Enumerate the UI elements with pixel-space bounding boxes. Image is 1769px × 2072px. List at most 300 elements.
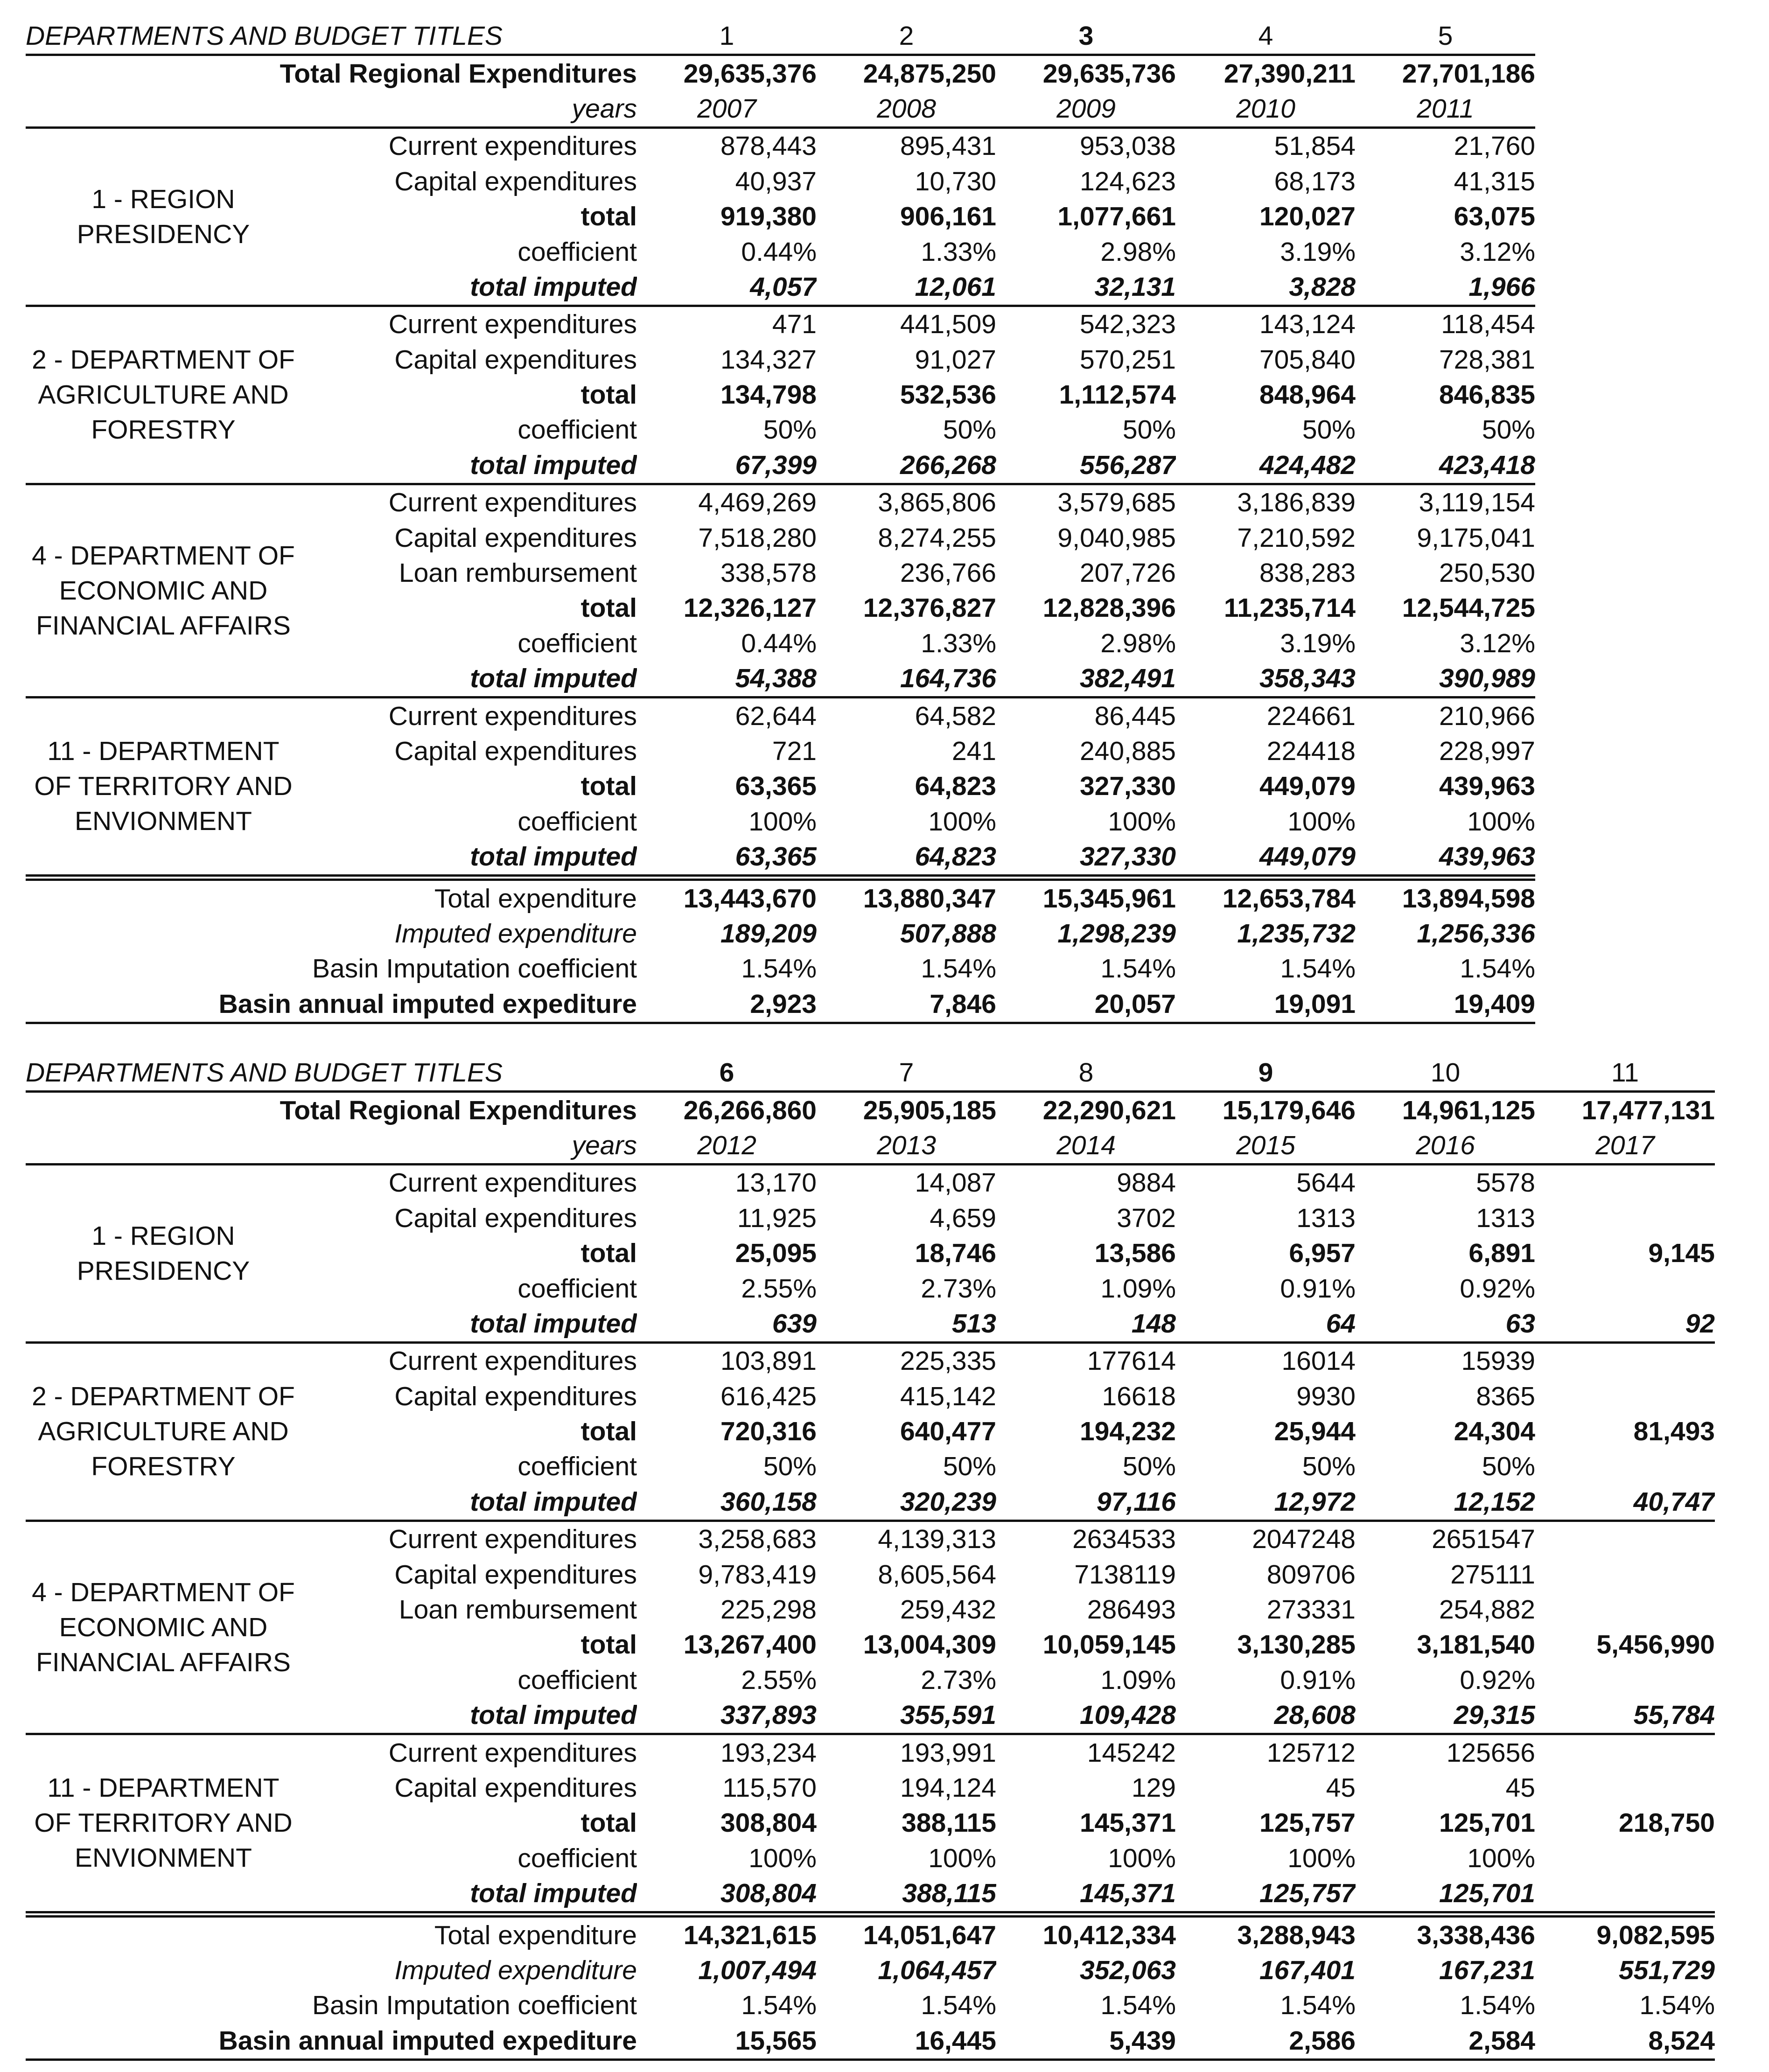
summary-value: 16,445 — [817, 2023, 996, 2060]
row-value: 838,283 — [1259, 558, 1356, 588]
row-value: 64 — [1326, 1308, 1356, 1339]
summary-value: 1.54% — [1460, 954, 1535, 984]
row-value: 63,365 — [735, 842, 817, 872]
department-row — [26, 1734, 1715, 1771]
row-label: total imputed — [470, 1308, 637, 1339]
row-value: 92 — [1685, 1308, 1715, 1339]
row-value: 125712 — [1176, 1734, 1356, 1771]
row-value: 2.55% — [741, 1273, 817, 1304]
summary-label: Basin annual imputed expediture — [26, 2023, 637, 2060]
row-value: 3,186,839 — [1176, 484, 1356, 521]
row-value: 327,330 — [1079, 771, 1176, 802]
row-value — [1535, 1557, 1715, 1592]
row-value: 210,966 — [1356, 698, 1535, 734]
department-name: 4 - DEPARTMENT OF ECONOMIC AND FINANCIAL AFFAIRS — [26, 484, 301, 698]
row-label: total imputed — [470, 1700, 637, 1730]
total-regional-value: 29,635,376 — [637, 55, 817, 91]
row-value: 241 — [951, 736, 996, 766]
row-value: 50% — [763, 1451, 817, 1482]
summary-label: Imputed expenditure — [394, 1955, 637, 1985]
row-value: 1313 — [1476, 1203, 1535, 1233]
row-value: 91,027 — [915, 344, 996, 375]
summary-row — [26, 1953, 1715, 1988]
department-name: 1 - REGION PRESIDENCY — [26, 128, 301, 306]
row-value: 705,840 — [1259, 344, 1356, 375]
row-value: 120,027 — [1259, 202, 1356, 232]
row-label: coefficient — [517, 1843, 637, 1873]
row-value: 100% — [928, 1843, 996, 1873]
row-value: 449,079 — [1259, 842, 1356, 872]
row-value: 906,161 — [900, 202, 996, 232]
summary-label: Basin annual imputed expediture — [26, 987, 637, 1023]
row-label: Capital expenditures — [394, 1773, 637, 1803]
row-value: 12,061 — [915, 272, 996, 302]
total-regional-label: Total Regional Expenditures — [26, 55, 637, 91]
row-value: 64,823 — [915, 771, 996, 802]
row-value: 2.73% — [921, 1665, 996, 1695]
department-row — [26, 698, 1535, 734]
row-value: 846,835 — [1439, 380, 1535, 410]
row-value: 3.12% — [1460, 237, 1535, 267]
summary-value: 13,880,347 — [817, 878, 996, 916]
row-value: 45 — [1326, 1773, 1356, 1803]
column-number: 10 — [1356, 1055, 1535, 1092]
years-row — [26, 1128, 1715, 1165]
row-value: 50% — [943, 1451, 996, 1482]
summary-value: 2,923 — [637, 987, 817, 1023]
row-value: 50% — [1302, 415, 1356, 445]
row-value: 13,170 — [637, 1165, 817, 1201]
row-label: total imputed — [470, 272, 637, 302]
summary-value: 189,209 — [720, 918, 817, 949]
row-value: 4,469,269 — [637, 484, 817, 521]
total-regional-value: 25,905,185 — [817, 1092, 996, 1128]
summary-value: 15,345,961 — [996, 878, 1176, 916]
row-value: 360,158 — [720, 1486, 817, 1517]
row-label: coefficient — [517, 806, 637, 837]
department-row — [26, 128, 1535, 164]
row-value: 32,131 — [1094, 272, 1176, 302]
row-label: total — [580, 593, 637, 623]
row-value: 236,766 — [900, 558, 996, 588]
row-value: 382,491 — [1079, 663, 1176, 694]
row-value: 103,891 — [637, 1343, 817, 1379]
row-value: 308,804 — [720, 1808, 817, 1838]
row-label: coefficient — [517, 1451, 637, 1482]
column-number: 8 — [996, 1055, 1176, 1092]
row-value: 878,443 — [637, 128, 817, 164]
summary-value: 3,288,943 — [1176, 1914, 1356, 1953]
row-value: 224418 — [1266, 736, 1356, 766]
row-value: 50% — [1482, 1451, 1535, 1482]
summary-row — [26, 987, 1535, 1023]
row-value: 720,316 — [720, 1416, 817, 1447]
row-value: 449,079 — [1259, 771, 1356, 802]
row-value: 86,445 — [996, 698, 1176, 734]
row-value: 193,234 — [637, 1734, 817, 1771]
total-regional-value: 26,266,860 — [637, 1092, 817, 1128]
total-regional-row — [26, 1092, 1715, 1128]
row-value: 0.92% — [1460, 1665, 1535, 1695]
budget-table-2007-2011 — [26, 19, 1535, 1024]
row-value: 64,823 — [915, 842, 996, 872]
department-name: 4 - DEPARTMENT OF ECONOMIC AND FINANCIAL AFFAIRS — [26, 1521, 301, 1734]
header-row — [26, 19, 1535, 55]
row-value: 228,997 — [1439, 736, 1535, 766]
row-value: 100% — [1287, 1843, 1356, 1873]
row-value: 6,957 — [1289, 1238, 1356, 1269]
row-value: 2651547 — [1356, 1521, 1535, 1557]
row-label: Current expenditures — [301, 1343, 637, 1379]
row-value: 7,210,592 — [1237, 523, 1356, 553]
total-regional-label: Total Regional Expenditures — [26, 1092, 637, 1128]
row-value: 45 — [1505, 1773, 1535, 1803]
row-value: 338,578 — [720, 558, 817, 588]
row-label: total imputed — [470, 842, 637, 872]
summary-value: 8,524 — [1535, 2023, 1715, 2060]
row-value: 259,432 — [900, 1595, 996, 1625]
summary-value: 3,338,436 — [1356, 1914, 1535, 1953]
row-value: 25,944 — [1274, 1416, 1356, 1447]
row-value: 12,326,127 — [683, 593, 817, 623]
year-value: 2008 — [877, 93, 936, 124]
row-value: 51,854 — [1176, 128, 1356, 164]
row-label: coefficient — [517, 1665, 637, 1695]
total-regional-value: 14,961,125 — [1356, 1092, 1535, 1128]
row-value: 125,701 — [1439, 1878, 1535, 1909]
summary-value: 1,235,732 — [1237, 918, 1356, 949]
summary-value: 352,063 — [1079, 1955, 1176, 1985]
row-value: 3702 — [1117, 1203, 1176, 1233]
row-value: 266,268 — [900, 450, 996, 480]
row-value: 275111 — [1450, 1559, 1535, 1590]
department-row — [26, 1165, 1715, 1201]
row-value: 1.09% — [1100, 1273, 1176, 1304]
row-value: 7138119 — [1074, 1559, 1176, 1590]
row-value — [1535, 1449, 1715, 1484]
row-value: 100% — [1287, 806, 1356, 837]
row-value: 11,235,714 — [1224, 593, 1356, 623]
summary-value: 10,412,334 — [996, 1914, 1176, 1953]
row-value: 953,038 — [996, 128, 1176, 164]
row-value: 390,989 — [1439, 663, 1535, 694]
row-value: 193,991 — [817, 1734, 996, 1771]
row-value: 3.19% — [1280, 237, 1356, 267]
row-value: 3,130,285 — [1237, 1630, 1356, 1660]
row-value: 218,750 — [1618, 1808, 1715, 1838]
year-value: 2017 — [1595, 1130, 1655, 1160]
year-value: 2013 — [877, 1130, 936, 1160]
row-label: Current expenditures — [301, 1521, 637, 1557]
row-value: 29,315 — [1454, 1700, 1535, 1730]
summary-value: 1.54% — [741, 1990, 817, 2021]
department-row — [26, 306, 1535, 342]
row-value: 415,142 — [900, 1381, 996, 1411]
row-value: 12,544,725 — [1402, 593, 1535, 623]
row-value: 3,828 — [1289, 272, 1356, 302]
row-value: 2.98% — [1100, 628, 1176, 658]
row-value: 542,323 — [996, 306, 1176, 342]
summary-value: 19,409 — [1356, 987, 1535, 1023]
summary-value: 1.54% — [1460, 1990, 1535, 2021]
row-label: total — [580, 1238, 637, 1269]
row-value: 7,518,280 — [698, 523, 817, 553]
summary-row — [26, 1988, 1715, 2023]
row-value: 115,570 — [722, 1773, 817, 1803]
summary-value: 5,439 — [996, 2023, 1176, 2060]
row-value: 64,582 — [817, 698, 996, 734]
row-value: 5578 — [1356, 1165, 1535, 1201]
row-value: 148 — [1131, 1308, 1176, 1339]
row-value: 225,298 — [720, 1595, 817, 1625]
total-regional-value: 27,390,211 — [1176, 55, 1356, 91]
row-value: 100% — [928, 806, 996, 837]
row-value — [1535, 1771, 1715, 1806]
total-regional-value: 22,290,621 — [996, 1092, 1176, 1128]
row-value: 1.33% — [921, 237, 996, 267]
row-value: 848,964 — [1259, 380, 1356, 410]
row-value: 327,330 — [1079, 842, 1176, 872]
row-value: 424,482 — [1259, 450, 1356, 480]
summary-row — [26, 1914, 1715, 1953]
row-label: coefficient — [517, 1273, 637, 1304]
column-number: 11 — [1611, 1058, 1639, 1088]
row-value: 2.98% — [1100, 237, 1176, 267]
summary-row — [26, 2023, 1715, 2060]
row-label: total — [580, 771, 637, 802]
row-value: 40,937 — [735, 166, 817, 196]
row-value: 100% — [1467, 1843, 1535, 1873]
row-value: 16618 — [1102, 1381, 1176, 1411]
row-value: 919,380 — [720, 202, 817, 232]
row-label: total imputed — [470, 450, 637, 480]
column-number: 7 — [817, 1055, 996, 1092]
row-value: 100% — [1108, 1843, 1176, 1873]
summary-value: 167,231 — [1439, 1955, 1535, 1985]
row-value: 355,591 — [900, 1700, 996, 1730]
row-value: 164,736 — [900, 663, 996, 694]
row-value: 97,116 — [1096, 1486, 1176, 1517]
row-value: 100% — [748, 1843, 817, 1873]
row-value: 68,173 — [1274, 166, 1356, 196]
row-value: 3,865,806 — [817, 484, 996, 521]
row-label: Capital expenditures — [394, 1559, 637, 1590]
summary-value: 2,584 — [1356, 2023, 1535, 2060]
row-value: 640,477 — [900, 1416, 996, 1447]
row-value: 8365 — [1476, 1381, 1535, 1411]
row-value: 0.92% — [1460, 1273, 1535, 1304]
department-name: 1 - REGION PRESIDENCY — [26, 1165, 301, 1343]
row-value: 67,399 — [735, 450, 817, 480]
row-value: 616,425 — [720, 1381, 817, 1411]
row-value: 1.33% — [921, 628, 996, 658]
summary-value: 1.54% — [1280, 1990, 1356, 2021]
row-value: 2047248 — [1176, 1521, 1356, 1557]
row-label: Current expenditures — [301, 128, 637, 164]
row-value: 40,747 — [1633, 1486, 1715, 1517]
row-value: 273331 — [1266, 1595, 1356, 1625]
row-value: 100% — [1467, 806, 1535, 837]
row-label: coefficient — [517, 628, 637, 658]
years-label: years — [572, 93, 637, 124]
row-value: 207,726 — [1079, 558, 1176, 588]
row-value: 225,335 — [817, 1343, 996, 1379]
row-label: total — [580, 1416, 637, 1447]
row-value: 13,004,309 — [863, 1630, 996, 1660]
row-value: 145,371 — [1079, 1878, 1176, 1909]
summary-value: 1,007,494 — [698, 1955, 817, 1985]
row-value: 0.91% — [1280, 1273, 1356, 1304]
row-value: 11,925 — [737, 1203, 817, 1233]
row-value — [1535, 1876, 1715, 1914]
row-value: 423,418 — [1439, 450, 1535, 480]
row-value: 3,258,683 — [637, 1521, 817, 1557]
row-label: Capital expenditures — [394, 1381, 637, 1411]
row-value: 4,139,313 — [817, 1521, 996, 1557]
row-label: Capital expenditures — [394, 523, 637, 553]
row-value: 50% — [1122, 1451, 1176, 1482]
total-regional-row — [26, 55, 1535, 91]
summary-value: 1,256,336 — [1417, 918, 1535, 949]
summary-value: 1,064,457 — [878, 1955, 996, 1985]
row-value: 50% — [763, 415, 817, 445]
row-value: 118,454 — [1356, 306, 1535, 342]
row-value: 16014 — [1176, 1343, 1356, 1379]
row-label: total — [580, 380, 637, 410]
row-value: 143,124 — [1176, 306, 1356, 342]
department-name: 11 - DEPARTMENT OF TERRITORY AND ENVIONMENT — [26, 1734, 301, 1914]
row-value: 0.44% — [741, 628, 817, 658]
years-row — [26, 91, 1535, 128]
department-name: 11 - DEPARTMENT OF TERRITORY AND ENVIONMENT — [26, 698, 301, 878]
summary-value: 14,321,615 — [637, 1914, 817, 1953]
row-value: 9,783,419 — [698, 1559, 817, 1590]
summary-value: 1.54% — [741, 954, 817, 984]
row-label: Loan rembursement — [399, 1595, 637, 1625]
row-value: 728,381 — [1439, 344, 1535, 375]
column-number: 4 — [1176, 19, 1356, 55]
summary-value: 1.54% — [1100, 954, 1176, 984]
row-value: 8,605,564 — [878, 1559, 996, 1590]
row-value: 0.44% — [741, 237, 817, 267]
year-value: 2016 — [1416, 1130, 1475, 1160]
row-value: 1.09% — [1100, 1665, 1176, 1695]
row-value: 9,145 — [1648, 1238, 1715, 1269]
row-value: 254,882 — [1439, 1595, 1535, 1625]
year-value: 2015 — [1236, 1130, 1295, 1160]
row-value: 286493 — [1087, 1595, 1176, 1625]
summary-value: 2,586 — [1176, 2023, 1356, 2060]
row-value: 194,124 — [900, 1773, 996, 1803]
row-value — [1535, 1201, 1715, 1236]
row-value: 3.12% — [1460, 628, 1535, 658]
row-value: 63 — [1505, 1308, 1535, 1339]
row-value: 100% — [748, 806, 817, 837]
header-label: DEPARTMENTS AND BUDGET TITLES — [26, 21, 503, 51]
summary-value: 14,051,647 — [817, 1914, 996, 1953]
row-value: 388,115 — [902, 1808, 996, 1838]
summary-value: 15,565 — [637, 2023, 817, 2060]
row-value: 41,315 — [1454, 166, 1535, 196]
row-value: 125,757 — [1259, 1808, 1356, 1838]
summary-value: 1.54% — [1639, 1990, 1715, 2021]
summary-value: 1,298,239 — [1057, 918, 1176, 949]
total-regional-value: 29,635,736 — [996, 55, 1176, 91]
row-value: 18,746 — [915, 1238, 996, 1269]
row-value: 12,828,396 — [1042, 593, 1176, 623]
row-value: 50% — [1122, 415, 1176, 445]
year-value: 2012 — [697, 1130, 756, 1160]
row-value: 145242 — [996, 1734, 1176, 1771]
row-label: coefficient — [517, 415, 637, 445]
summary-value: 1.54% — [1100, 1990, 1176, 2021]
summary-value: 13,894,598 — [1356, 878, 1535, 916]
total-regional-value: 24,875,250 — [817, 55, 996, 91]
row-value: 721 — [772, 736, 817, 766]
row-value: 63,365 — [735, 771, 817, 802]
department-row — [26, 1521, 1715, 1557]
row-value: 10,059,145 — [1042, 1630, 1176, 1660]
row-value: 358,343 — [1259, 663, 1356, 694]
row-value: 10,730 — [915, 166, 996, 196]
row-value: 337,893 — [720, 1700, 817, 1730]
row-label: total — [580, 1808, 637, 1838]
row-label: Current expenditures — [301, 1734, 637, 1771]
row-value: 320,239 — [900, 1486, 996, 1517]
row-value: 50% — [1302, 1451, 1356, 1482]
row-value: 8,274,255 — [878, 523, 996, 553]
row-value: 54,388 — [735, 663, 817, 694]
row-value: 5,456,990 — [1596, 1630, 1715, 1660]
row-value — [1535, 1379, 1715, 1414]
summary-label: Basin Imputation coefficient — [312, 1990, 637, 2021]
row-label: total imputed — [470, 1486, 637, 1517]
row-value: 308,804 — [720, 1878, 817, 1909]
year-value: 2011 — [1417, 93, 1474, 124]
row-value: 3,181,540 — [1417, 1630, 1535, 1660]
row-value: 1313 — [1296, 1203, 1356, 1233]
summary-value: 13,443,670 — [637, 878, 817, 916]
row-value: 2.73% — [921, 1273, 996, 1304]
row-label: Capital expenditures — [394, 166, 637, 196]
summary-label: Imputed expenditure — [394, 918, 637, 949]
row-value: 4,057 — [750, 272, 817, 302]
row-value: 25,095 — [735, 1238, 817, 1269]
column-number: 3 — [996, 19, 1176, 55]
row-label: coefficient — [517, 237, 637, 267]
summary-value: 507,888 — [900, 918, 996, 949]
department-name: 2 - DEPARTMENT OF AGRICULTURE AND FORESTRY — [26, 1343, 301, 1521]
summary-value: 1.54% — [921, 1990, 996, 2021]
years-label: years — [572, 1130, 637, 1160]
row-value — [1535, 1165, 1715, 1201]
row-value: 2634533 — [996, 1521, 1176, 1557]
row-label: Current expenditures — [301, 698, 637, 734]
summary-row — [26, 951, 1535, 986]
row-value — [1535, 1663, 1715, 1698]
total-regional-value: 17,477,131 — [1535, 1092, 1715, 1128]
row-value: 388,115 — [902, 1878, 996, 1909]
column-number: 5 — [1356, 19, 1535, 55]
department-name: 2 - DEPARTMENT OF AGRICULTURE AND FORESTRY — [26, 306, 301, 484]
row-value: 125,701 — [1439, 1808, 1535, 1838]
summary-label: Basin Imputation coefficient — [312, 954, 637, 984]
summary-value: 1.54% — [1280, 954, 1356, 984]
row-value: 224661 — [1176, 698, 1356, 734]
summary-value: 7,846 — [817, 987, 996, 1023]
row-value — [1535, 1521, 1715, 1557]
row-value: 4,659 — [930, 1203, 996, 1233]
